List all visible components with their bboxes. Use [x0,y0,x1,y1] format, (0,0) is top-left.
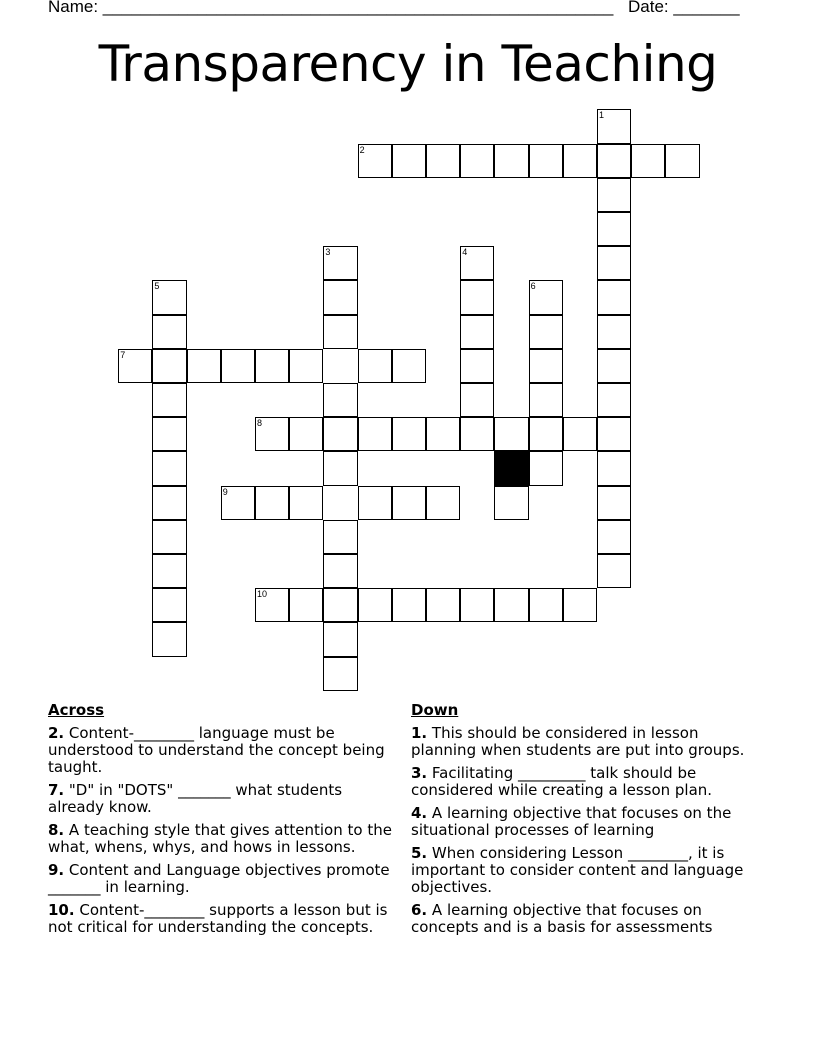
clue-number-label: 8 [257,418,263,429]
grid-cell[interactable] [323,622,357,656]
grid-cell[interactable] [152,417,186,451]
grid-cell[interactable] [529,417,563,451]
clue-number: 9. [48,861,65,879]
clue-text: A teaching style that gives attention to the what, whens, whys, and hows in lessons. [48,821,392,856]
grid-cell[interactable] [323,554,357,588]
grid-cell-6[interactable] [529,280,563,314]
clue-number-label: 3 [325,247,331,258]
grid-cell[interactable] [289,349,323,383]
clue-number-label: 2 [359,144,365,155]
grid-cell[interactable] [255,349,289,383]
clue-number-label: 10 [257,589,268,600]
grid-cell[interactable] [597,417,631,451]
grid-cell-5[interactable] [152,280,186,314]
grid-cell[interactable] [426,588,460,622]
clue-number: 7. [48,781,65,799]
grid-cell[interactable] [323,520,357,554]
clue-number: 2. [48,724,65,742]
grid-cell[interactable] [358,486,392,520]
grid-cell[interactable] [597,315,631,349]
grid-cell[interactable] [597,212,631,246]
clue-text: When considering Lesson ________, it is important to consider content and language objectives. [411,844,744,896]
grid-cell[interactable] [152,383,186,417]
grid-cell[interactable] [597,246,631,280]
grid-cell[interactable] [597,144,631,178]
grid-cell[interactable] [494,486,528,520]
grid-cell[interactable] [152,486,186,520]
grid-cell[interactable] [358,349,392,383]
clue-number-label: 6 [530,281,536,292]
grid-cell[interactable] [152,349,186,383]
clue-text: Content-________ language must be understood to understand the concept being taught. [48,724,385,776]
grid-cell[interactable] [323,451,357,485]
black-cell [494,451,528,485]
grid-cell[interactable] [392,417,426,451]
grid-cell[interactable] [426,417,460,451]
grid-cell[interactable] [529,349,563,383]
clue-text: A learning objective that focuses on the situational processes of learning [411,804,732,839]
grid-cell[interactable] [358,588,392,622]
grid-cell[interactable] [665,144,699,178]
grid-cell[interactable] [460,588,494,622]
clue-number-label: 4 [462,247,468,258]
grid-cell[interactable] [152,588,186,622]
header [48,0,748,20]
across-clue-8 [48,822,398,856]
grid-cell[interactable] [460,144,494,178]
grid-cell[interactable] [323,588,357,622]
grid-cell[interactable] [597,554,631,588]
grid-cell[interactable] [255,486,289,520]
grid-cell[interactable] [323,383,357,417]
grid-cell[interactable] [529,588,563,622]
down-clue-6 [411,902,763,936]
grid-cell[interactable] [289,588,323,622]
grid-cell[interactable] [597,520,631,554]
grid-cell[interactable] [460,280,494,314]
grid-cell[interactable] [323,315,357,349]
grid-cell[interactable] [460,315,494,349]
grid-cell-7[interactable] [118,349,152,383]
grid-cell-3[interactable] [323,246,357,280]
clue-text: Content and Language objectives promote _______ in learning. [48,861,390,896]
grid-cell-8[interactable] [255,417,289,451]
grid-cell-9[interactable] [221,486,255,520]
grid-cell-10[interactable] [255,588,289,622]
clue-number-label: 1 [599,110,605,121]
clue-text: A learning objective that focuses on concepts and is a basis for assessments [411,901,713,936]
down-clue-4 [411,805,763,839]
clue-number: 10. [48,901,75,919]
grid-cell[interactable] [597,383,631,417]
grid-cell[interactable] [392,144,426,178]
grid-cell[interactable] [631,144,665,178]
grid-cell[interactable] [529,315,563,349]
down-clue-3 [411,765,763,799]
grid-cell[interactable] [152,622,186,656]
grid-cell[interactable] [563,417,597,451]
grid-cell[interactable] [323,280,357,314]
clue-number: 5. [411,844,428,862]
grid-cell[interactable] [152,520,186,554]
grid-cell[interactable] [152,554,186,588]
grid-cell[interactable] [460,349,494,383]
grid-cell[interactable] [323,657,357,691]
down-clue-5 [411,845,763,896]
across-heading: Across [48,701,105,719]
grid-cell[interactable] [529,144,563,178]
grid-cell[interactable] [221,349,255,383]
grid-cell[interactable] [529,383,563,417]
clue-text: "D" in "DOTS" _______ what students already know. [48,781,343,816]
grid-cell[interactable] [460,417,494,451]
grid-cell[interactable] [494,588,528,622]
grid-cell[interactable] [392,486,426,520]
grid-cell[interactable] [563,144,597,178]
page-title: Transparency in Teaching [98,35,718,93]
clue-text: Facilitating _________ talk should be considered while creating a lesson plan. [411,764,713,799]
across-clues [48,700,398,942]
grid-cell[interactable] [597,451,631,485]
grid-cell[interactable] [426,144,460,178]
grid-cell[interactable] [494,417,528,451]
grid-cell-2[interactable] [358,144,392,178]
down-heading: Down [411,701,459,719]
clue-number-label: 7 [120,349,126,360]
grid-cell[interactable] [460,383,494,417]
grid-cell[interactable] [597,349,631,383]
across-clue-7 [48,782,398,816]
grid-cell[interactable] [392,588,426,622]
down-clue-1 [411,725,763,759]
across-clue-9 [48,862,398,896]
date-line[interactable]: Date: _______ [628,0,740,16]
across-clue-10 [48,902,398,936]
across-clue-2 [48,725,398,776]
name-line[interactable]: Name: ______________________________________________________ [48,0,614,16]
grid-cell-4[interactable] [460,246,494,280]
clue-number: 4. [411,804,428,822]
grid-cell[interactable] [152,451,186,485]
grid-cell[interactable] [358,417,392,451]
grid-cell[interactable] [597,178,631,212]
grid-cell[interactable] [494,144,528,178]
grid-cell[interactable] [426,486,460,520]
clue-number: 8. [48,821,65,839]
grid-cell[interactable] [323,417,357,451]
grid-cell[interactable] [597,280,631,314]
grid-cell[interactable] [187,349,221,383]
clue-number: 6. [411,901,428,919]
grid-cell[interactable] [289,417,323,451]
grid-cell[interactable] [392,349,426,383]
grid-cell[interactable] [152,315,186,349]
down-clues [411,700,763,942]
grid-cell[interactable] [529,451,563,485]
clue-text: This should be considered in lesson planning when students are put into groups. [411,724,745,759]
clue-number-label: 5 [154,281,160,292]
grid-cell[interactable] [563,588,597,622]
clue-number: 3. [411,764,428,782]
clue-text: Content-________ supports a lesson but is not critical for understanding the concepts. [48,901,388,936]
grid-cell[interactable] [289,486,323,520]
grid-cell[interactable] [597,486,631,520]
clue-number: 1. [411,724,428,742]
grid-cell-1[interactable] [597,109,631,143]
clue-number-label: 9 [222,486,228,497]
